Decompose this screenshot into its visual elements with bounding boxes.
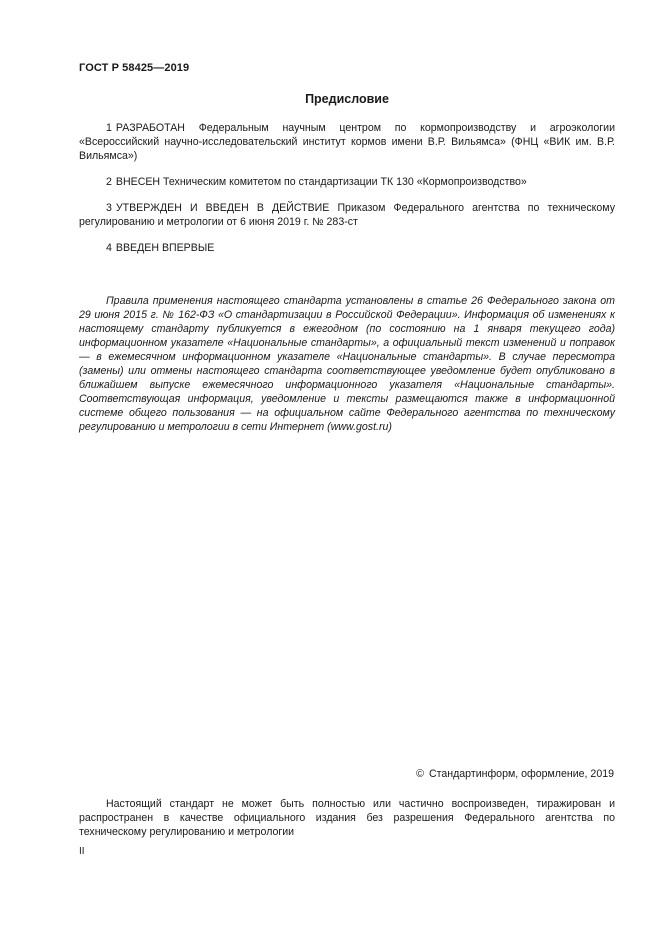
item-text: РАЗРАБОТАН Федеральным научным центром по кормопроизводству и агроэкологии «Всероссийский научно-исследовательский институт кормов имени В.Р. Вильямса» (ФНЦ «ВИК им. В.Р. Вильямса»): [79, 122, 615, 162]
document-code: ГОСТ Р 58425—2019: [79, 62, 190, 74]
foreword-item-1: [79, 121, 615, 163]
page-number: II: [79, 846, 85, 857]
foreword-item-2: [79, 175, 615, 189]
copyright-icon: ©: [416, 768, 424, 780]
item-number: 1: [106, 122, 112, 134]
foreword-item-3: [79, 201, 615, 229]
copyright-text: Стандартинформ, оформление, 2019: [428, 768, 614, 780]
item-number: 3: [106, 202, 112, 214]
item-number: 2: [106, 176, 112, 188]
foreword-item-4: [79, 241, 615, 255]
copyright-line: [416, 768, 614, 780]
item-number: 4: [106, 242, 112, 254]
item-text: ВНЕСЕН Техническим комитетом по стандартизации ТК 130 «Кормопроизводство»: [115, 176, 527, 188]
item-text: УТВЕРЖДЕН И ВВЕДЕН В ДЕЙСТВИЕ Приказом Федерального агентства по техническому регулированию и метрологии от 6 июня 2019 г. № 283-ст: [79, 202, 615, 228]
item-text: ВВЕДЕН ВПЕРВЫЕ: [115, 242, 215, 254]
section-title: Предисловие: [305, 92, 389, 106]
rules-paragraph: Правила применения настоящего стандарта установлены в статье 26 Федерального закона от 29 июня 2015 г. № 162-ФЗ «О стандартизации в Российской Федерации». Информация об изменениях к настоящему стандарту публикуется в ежегодном (по состоянию на 1 января текущего года) информационном указателе «Национальные стандарты», а официальный текст изменений и поправок — в ежемесячном информационном указателе «Национальные стандарты». В случае пересмотра (замены) или отмены настоящего стандарта соответствующее уведомление будет опубликовано в ближайшем выпуске ежемесячного информационного указателя «Национальные стандарты». Соответствующая информация, уведомление и тексты размещаются также в информационной системе общего пользования — на официальном сайте Федерального агентства по техническому регулированию и метрологии в сети Интернет (www.gost.ru): [79, 295, 615, 433]
reproduction-notice: Настоящий стандарт не может быть полностью или частично воспроизведен, тиражирован и распространен в качестве официального издания без разрешения Федерального агентства по техническому регулированию и метрологии: [79, 798, 615, 838]
